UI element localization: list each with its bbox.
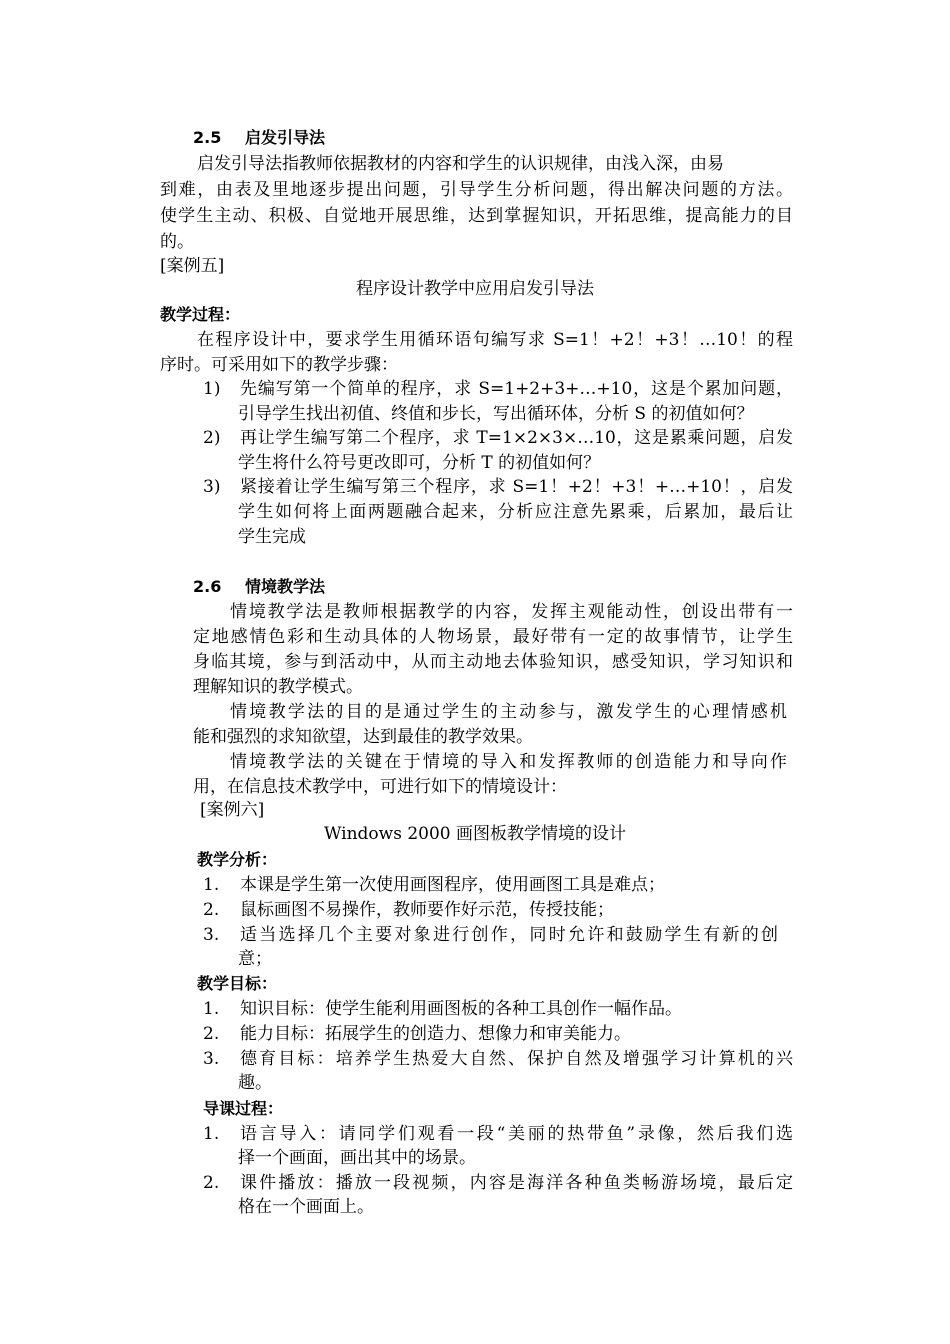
case-title: 程序设计教学中应用启发引导法 (356, 279, 594, 299)
list-line: 能力目标：拓展学生的创造力、想像力和审美能力。 (240, 1024, 631, 1044)
list-number: 3. (203, 1049, 220, 1069)
section-2-5-title: 启发引导法 (245, 128, 326, 147)
list-number: 2. (203, 900, 220, 920)
case-label: [案例五] (160, 256, 225, 276)
paragraph-line: 情境教学法是教师根据教学的内容，发挥主观能动性，创设出带有一 (230, 602, 793, 622)
paragraph-line: 定地感情色彩和生动具体的人物场景，最好带有一定的故事情节，让学生 (193, 627, 793, 647)
list-line: 德育目标：培养学生热爱大自然、保护自然及增强学习计算机的兴 (240, 1049, 793, 1069)
paragraph-line: 序时。可采用如下的教学步骤： (160, 355, 398, 375)
paragraph-line: 情境教学法的目的是通过学生的主动参与，激发学生的心理情感机 (230, 702, 787, 722)
teaching-analysis-heading: 教学分析： (197, 850, 278, 869)
paragraph-line: 能和强烈的求知欲望，达到最佳的教学效果。 (193, 727, 533, 747)
teaching-goals-heading: 教学目标： (197, 974, 278, 993)
section-2-5-number: 2.5 (193, 128, 222, 147)
paragraph-line: 理解知识的教学模式。 (193, 677, 363, 697)
step-number: 1) (203, 379, 221, 399)
list-line: 本课是学生第一次使用画图程序，使用画图工具是难点； (240, 875, 665, 895)
list-number: 1. (203, 999, 220, 1019)
step-line: 引导学生找出初值、终值和步长，写出循环体，分析 S 的初值如何？ (238, 404, 754, 424)
step-line: 学生将什么符号更改即可，分析 T 的初值如何？ (238, 453, 601, 473)
list-number: 1. (203, 1124, 220, 1144)
list-line: 格在一个画面上。 (238, 1197, 374, 1217)
list-number: 2. (203, 1024, 220, 1044)
paragraph-line: 到难，由表及里地逐步提出问题，引导学生分析问题，得出解决问题的方法。 (160, 180, 793, 200)
paragraph-line: 使学生主动、积极、自觉地开展思维，达到掌握知识，开拓思维，提高能力的目 (160, 206, 793, 226)
list-line: 课件播放：播放一段视频，内容是海洋各种鱼类畅游场境，最后定 (240, 1173, 793, 1193)
step-line: 学生完成 (238, 527, 306, 547)
step-number: 3) (203, 477, 221, 497)
list-number: 3. (203, 925, 220, 945)
section-2-6-title: 情境教学法 (245, 577, 326, 596)
step-line: 紧接着让学生编写第三个程序，求 S=1！+2！+3！+…+10！，启发 (240, 477, 793, 497)
list-line: 意； (238, 949, 272, 969)
list-number: 2. (203, 1173, 220, 1193)
paragraph-line: 在程序设计中，要求学生用循环语句编写求 S=1！+2！+3！…10！的程 (197, 330, 793, 350)
lesson-intro-heading: 导课过程： (203, 1099, 284, 1118)
paragraph-line: 情境教学法的关键在于情境的导入和发挥教师的创造能力和导向作 (230, 752, 787, 772)
step-number: 2) (203, 428, 221, 448)
paragraph-line: 的。 (160, 232, 194, 252)
list-line: 知识目标：使学生能利用画图板的各种工具创作一幅作品。 (240, 999, 682, 1019)
list-line: 适当选择几个主要对象进行创作，同时允许和鼓励学生有新的创 (240, 925, 778, 945)
list-line: 鼠标画图不易操作，教师要作好示范，传授技能； (240, 900, 614, 920)
paragraph-line: 用，在信息技术教学中，可进行如下的情境设计： (193, 777, 567, 797)
list-line: 语言导入：请同学们观看一段“美丽的热带鱼”录像，然后我们选 (240, 1124, 793, 1144)
section-2-6-number: 2.6 (193, 577, 222, 596)
step-line: 先编写第一个简单的程序，求 S=1+2+3+…+10，这是个累加问题， (240, 379, 793, 399)
list-line: 择一个画面，画出其中的场景。 (238, 1148, 476, 1168)
step-line: 再让学生编写第二个程序，求 T=1×2×3×…10，这是累乘问题，启发 (240, 428, 793, 448)
teaching-process-heading: 教学过程： (160, 305, 241, 324)
list-number: 1. (203, 875, 220, 895)
step-line: 学生如何将上面两题融合起来，分析应注意先累乘，后累加，最后让 (238, 502, 793, 522)
paragraph-line: 身临其境，参与到活动中，从而主动地去体验知识，感受知识，学习知识和 (193, 652, 793, 672)
list-line: 趣。 (238, 1073, 272, 1093)
case-title: Windows 2000 画图板教学情境的设计 (323, 824, 627, 844)
paragraph-line: 启发引导法指教师依据教材的内容和学生的认识规律，由浅入深，由易 (197, 154, 724, 174)
case-label: [案例六] (200, 800, 265, 820)
